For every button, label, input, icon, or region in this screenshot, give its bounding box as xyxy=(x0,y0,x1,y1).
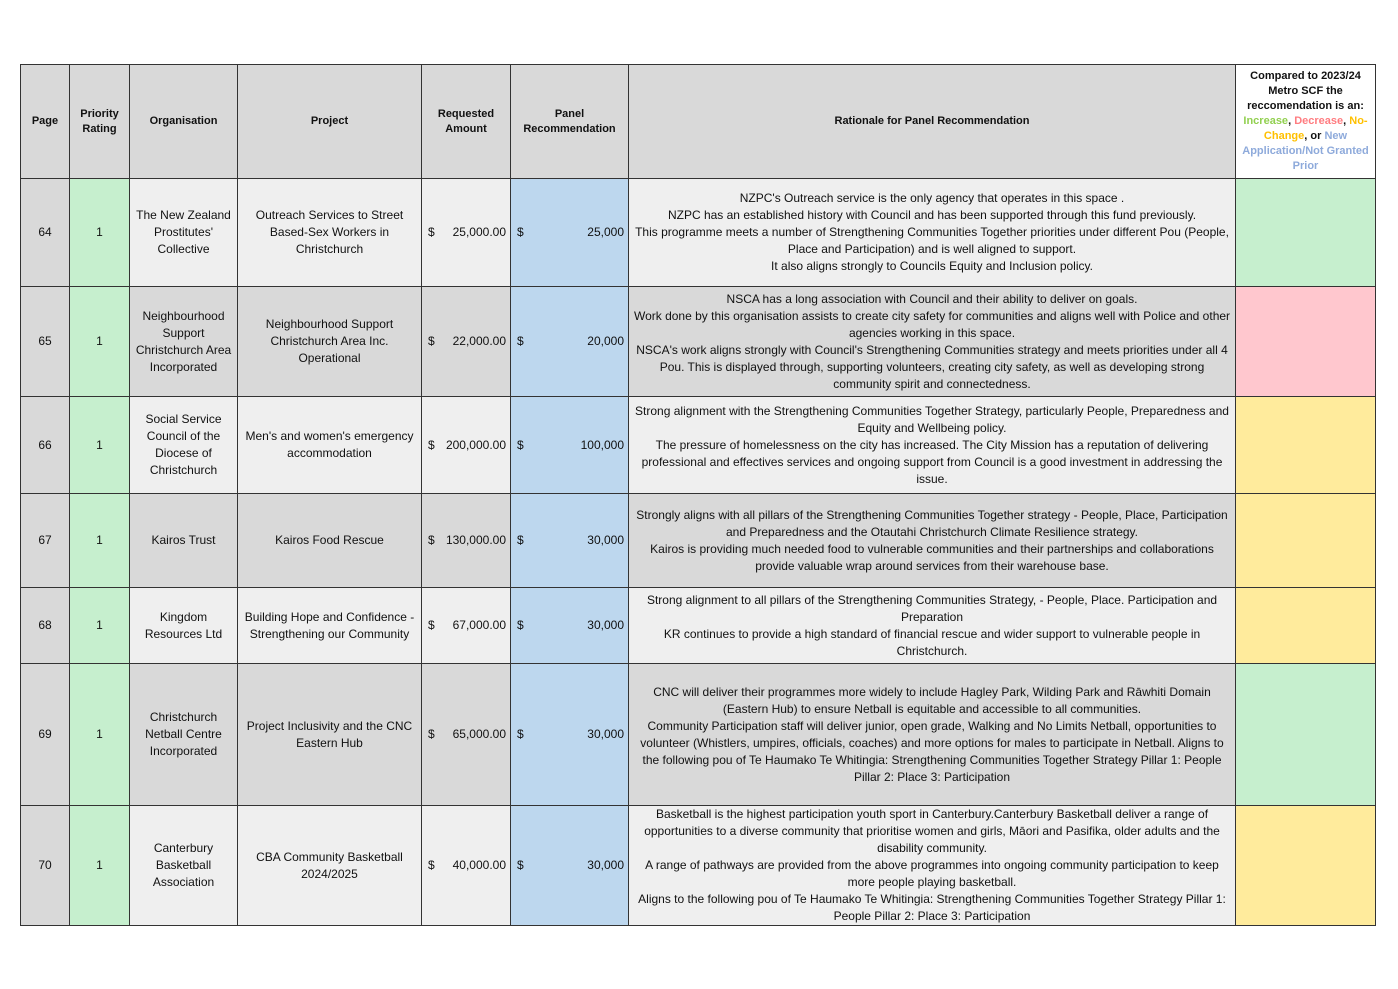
requested-amount: 130,000.00 xyxy=(445,533,506,547)
rationale-cell xyxy=(629,287,1236,397)
panel-recommendation-cell xyxy=(511,179,629,287)
priority-cell: 1 xyxy=(70,664,130,806)
currency-symbol: $ xyxy=(517,618,524,632)
rationale-line: Strong alignment to all pillars of the Strengthening Communities Strategy, - People, Place. Participation and Preparation xyxy=(646,592,1218,624)
priority-cell: 1 xyxy=(70,179,130,287)
rationale-line: A range of pathways are provided from the above programmes into ongoing community participation to keep more people playing basketball. xyxy=(645,858,1219,889)
rationale-line: Aligns to the following pou of Te Haumako Te Whitingia: Strengthening Communities Together Strategy Pillar 1: People Pillar 2: Place 3: Participation xyxy=(638,892,1226,923)
rationale-line: Strongly aligns with all pillars of the Strengthening Communities Together strategy - People, Place, Participation and Preparedness and the Otautahi Christchurch Climate Resilience strategy. xyxy=(636,507,1228,539)
rationale-cell xyxy=(629,397,1236,494)
legend-or: , or xyxy=(1304,130,1325,142)
status-indicator-cell xyxy=(1236,664,1376,806)
requested-amount: 40,000.00 xyxy=(452,858,506,872)
organisation-cell: Christchurch Netball Centre Incorporated xyxy=(130,664,238,806)
requested-amount-cell xyxy=(422,179,511,287)
legend-new: New Application/Not Granted Prior xyxy=(1242,130,1369,172)
rationale-line: Strong alignment with the Strengthening Communities Together Strategy, particularly People, Preparedness and Equity and Wellbeing policy. xyxy=(635,403,1229,435)
currency-symbol: $ xyxy=(428,858,435,872)
table-row xyxy=(21,806,1376,926)
project-cell: CBA Community Basketball 2024/2025 xyxy=(238,806,422,926)
project-cell: Neighbourhood Support Christchurch Area Inc. Operational xyxy=(238,287,422,397)
table-row xyxy=(21,179,1376,287)
panel-recommendation-cell xyxy=(511,664,629,806)
rationale-line: Community Participation staff will deliver junior, open grade, Walking and No Limits Netball, opportunities to volunteer (Whistlers, umpires, officials, coaches) and more options for males to participate in Netball. Aligns to the following pou of Te Haumako Te Whitingia: Strengthening Communities Together Strategy Pillar 1: People Pillar 2: Place 3: Participation xyxy=(640,718,1224,784)
table-row xyxy=(21,664,1376,806)
panel-amount: 100,000 xyxy=(580,437,624,452)
header-row xyxy=(21,65,1376,179)
panel-amount: 20,000 xyxy=(587,334,624,348)
panel-recommendation-cell xyxy=(511,588,629,664)
rationale-cell xyxy=(629,664,1236,806)
page-cell: 67 xyxy=(21,494,70,588)
priority-cell: 1 xyxy=(70,806,130,926)
rationale-line: The pressure of homelessness on the city has increased. The City Mission has a reputation of delivering professional and effectives services and ongoing support from Council is a good investment in addressing the issue. xyxy=(641,437,1223,486)
organisation-cell: Social Service Council of the Diocese of Christchurch xyxy=(130,397,238,494)
rationale-line: It also aligns strongly to Councils Equity and Inclusion policy. xyxy=(771,259,1093,273)
rationale-line: NSCA's work aligns strongly with Council's Strengthening Communities strategy and meets priorities under all 4 Pou. This is displayed through, supporting volunteers, creating city safety, as well as developing strong community spirit and connectedness. xyxy=(636,342,1228,391)
rationale-line: CNC will deliver their programmes more widely to include Hagley Park, Wilding Park and Rāwhiti Domain (Eastern Hub) to ensure Netball is equitable and accessible to all communities. xyxy=(653,684,1211,716)
currency-symbol: $ xyxy=(517,858,524,872)
rationale-cell xyxy=(629,494,1236,588)
rationale-line: NZPC has an established history with Council and has been supported through this fund previously. xyxy=(667,208,1197,222)
header-requested: Requested Amount xyxy=(422,65,511,179)
currency-symbol: $ xyxy=(428,437,435,452)
currency-symbol: $ xyxy=(517,334,524,348)
project-cell: Kairos Food Rescue xyxy=(238,494,422,588)
panel-recommendation-cell xyxy=(511,397,629,494)
currency-symbol: $ xyxy=(428,533,435,547)
priority-cell: 1 xyxy=(70,397,130,494)
page-cell: 69 xyxy=(21,664,70,806)
header-compared xyxy=(1236,65,1376,179)
requested-amount: 65,000.00 xyxy=(452,727,506,741)
requested-amount: 67,000.00 xyxy=(452,618,506,632)
header-priority: Priority Rating xyxy=(70,65,130,179)
header-rationale: Rationale for Panel Recommendation xyxy=(629,65,1236,179)
rationale-line: Kairos is providing much needed food to vulnerable communities and their partnerships and collaborations provide valuable wrap around services from their warehouse base. xyxy=(650,541,1214,573)
requested-amount: 200,000.00 xyxy=(445,437,506,452)
header-project: Project xyxy=(238,65,422,179)
currency-symbol: $ xyxy=(517,727,524,741)
currency-symbol: $ xyxy=(428,618,435,632)
rationale-cell xyxy=(629,588,1236,664)
legend-decrease: Decrease xyxy=(1294,115,1344,127)
panel-amount: 30,000 xyxy=(587,858,624,872)
panel-amount: 25,000 xyxy=(587,225,624,239)
panel-recommendation-cell xyxy=(511,494,629,588)
project-cell: Outreach Services to Street Based-Sex Workers in Christchurch xyxy=(238,179,422,287)
page-cell: 65 xyxy=(21,287,70,397)
status-indicator-cell xyxy=(1236,287,1376,397)
requested-amount: 25,000.00 xyxy=(452,225,506,239)
panel-recommendation-cell xyxy=(511,287,629,397)
currency-symbol: $ xyxy=(428,225,435,239)
project-cell: Men's and women's emergency accommodation xyxy=(238,397,422,494)
status-indicator-cell xyxy=(1236,806,1376,926)
legend-increase: Increase xyxy=(1243,115,1289,127)
organisation-cell: The New Zealand Prostitutes' Collective xyxy=(130,179,238,287)
rationale-cell xyxy=(629,179,1236,287)
priority-cell: 1 xyxy=(70,494,130,588)
currency-symbol: $ xyxy=(517,225,524,239)
requested-amount-cell xyxy=(422,494,511,588)
recommendations-table xyxy=(20,64,1376,926)
requested-amount-cell xyxy=(422,397,511,494)
page-cell: 66 xyxy=(21,397,70,494)
table-row xyxy=(21,397,1376,494)
rationale-line: Basketball is the highest participation youth sport in Canterbury.Canterbury Basketball deliver a range of opportunities to a diverse community that prioritise women and girls, Māori and Pasifika, older adults and the disability community. xyxy=(644,807,1220,855)
organisation-cell: Canterbury Basketball Association xyxy=(130,806,238,926)
status-indicator-cell xyxy=(1236,397,1376,494)
requested-amount-cell xyxy=(422,664,511,806)
organisation-cell: Neighbourhood Support Christchurch Area Incorporated xyxy=(130,287,238,397)
status-indicator-cell xyxy=(1236,588,1376,664)
header-panel: Panel Recommendation xyxy=(511,65,629,179)
table-row xyxy=(21,494,1376,588)
requested-amount: 22,000.00 xyxy=(452,334,506,348)
project-cell: Project Inclusivity and the CNC Eastern Hub xyxy=(238,664,422,806)
priority-cell: 1 xyxy=(70,588,130,664)
organisation-cell: Kairos Trust xyxy=(130,494,238,588)
requested-amount-cell xyxy=(422,287,511,397)
page-cell: 68 xyxy=(21,588,70,664)
currency-symbol: $ xyxy=(517,533,524,547)
page-cell: 70 xyxy=(21,806,70,926)
rationale-line: NSCA has a long association with Council and their ability to deliver on goals. xyxy=(726,291,1138,306)
table-row xyxy=(21,287,1376,397)
priority-cell: 1 xyxy=(70,287,130,397)
currency-symbol: $ xyxy=(428,727,435,741)
compared-title: Compared to 2023/24 Metro SCF the reccomendation is an: xyxy=(1247,70,1364,112)
header-page: Page xyxy=(21,65,70,179)
currency-symbol: $ xyxy=(517,437,524,452)
rationale-line: NZPC's Outreach service is the only agency that operates in this space . xyxy=(739,191,1125,205)
requested-amount-cell xyxy=(422,588,511,664)
status-indicator-cell xyxy=(1236,179,1376,287)
currency-symbol: $ xyxy=(428,334,435,348)
rationale-line: This programme meets a number of Strengthening Communities Together priorities under different Pou (People, Place and Participation) and is well aligned to support. xyxy=(635,225,1229,256)
panel-amount: 30,000 xyxy=(587,533,624,547)
legend-sep-1: , xyxy=(1288,115,1295,127)
rationale-cell xyxy=(629,806,1236,926)
legend-no-change: No-Change xyxy=(1263,115,1368,142)
table-row xyxy=(21,588,1376,664)
organisation-cell: Kingdom Resources Ltd xyxy=(130,588,238,664)
header-organisation: Organisation xyxy=(130,65,238,179)
panel-amount: 30,000 xyxy=(587,727,624,741)
project-cell: Building Hope and Confidence - Strengthening our Community xyxy=(238,588,422,664)
status-indicator-cell xyxy=(1236,494,1376,588)
rationale-line: KR continues to provide a high standard of financial rescue and wider support to vulnerable people in Christchurch. xyxy=(663,626,1201,658)
panel-amount: 30,000 xyxy=(587,618,624,632)
panel-recommendation-cell xyxy=(511,806,629,926)
legend-sep-2: , xyxy=(1343,115,1350,127)
page-cell: 64 xyxy=(21,179,70,287)
rationale-line: Work done by this organisation assists to create city safety for communities and aligns well with Police and other agencies working in this space. xyxy=(633,308,1231,340)
requested-amount-cell xyxy=(422,806,511,926)
